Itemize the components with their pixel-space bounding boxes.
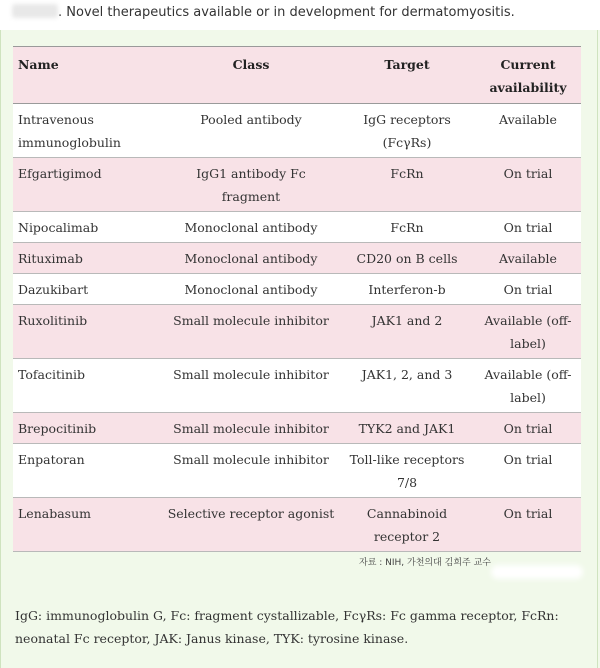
cell-target: FcRn (339, 158, 475, 212)
cell-class: Monoclonal antibody (163, 212, 339, 243)
table-caption (12, 4, 515, 20)
caption-bar (0, 0, 600, 30)
cell-class: Small molecule inhibitor (163, 359, 339, 413)
table-row (13, 104, 581, 158)
cell-name: Dazukibart (13, 274, 163, 305)
table-row (13, 305, 581, 359)
cell-availability: On trial (475, 274, 581, 305)
cell-name: Rituximab (13, 243, 163, 274)
cell-availability: Available (475, 104, 581, 158)
cell-target: CD20 on B cells (339, 243, 475, 274)
table-row (13, 158, 581, 212)
header-target: Target (339, 47, 475, 104)
table-row (13, 212, 581, 243)
cell-availability: On trial (475, 158, 581, 212)
header-name: Name (13, 47, 163, 104)
header-class: Class (163, 47, 339, 104)
footnote: IgG: immunoglobulin G, Fc: fragment cystallizable, FcγRs: Fc gamma receptor, FcRn: neonatal Fc receptor, JAK: Janus kinase, TYK: tyrosine kinase. (15, 608, 559, 646)
cell-availability: Available (off-label) (475, 305, 581, 359)
cell-availability: On trial (475, 212, 581, 243)
cell-name: Nipocalimab (13, 212, 163, 243)
cell-class: Small molecule inhibitor (163, 413, 339, 444)
redacted-stamp (491, 565, 583, 579)
cell-target: JAK1, 2, and 3 (339, 359, 475, 413)
cell-class: IgG1 antibody Fc fragment (163, 158, 339, 212)
table-panel (0, 30, 598, 668)
cell-availability: On trial (475, 498, 581, 552)
cell-target: IgG receptors (FcγRs) (339, 104, 475, 158)
header-availability (475, 47, 581, 104)
cell-availability: On trial (475, 444, 581, 498)
cell-target: FcRn (339, 212, 475, 243)
table-row (13, 498, 581, 552)
header-availability-line1: Current (500, 57, 556, 72)
caption-text: . Novel therapeutics available or in development for dermatomyositis. (58, 5, 515, 20)
table-row (13, 274, 581, 305)
table-row (13, 359, 581, 413)
cell-availability: On trial (475, 413, 581, 444)
cell-class: Monoclonal antibody (163, 243, 339, 274)
cell-class: Selective receptor agonist (163, 498, 339, 552)
table-header-row (13, 47, 581, 104)
cell-name: Lenabasum (13, 498, 163, 552)
table-row (13, 243, 581, 274)
header-availability-line2: availability (489, 80, 567, 95)
cell-name: Intravenous immunoglobulin (13, 104, 163, 158)
cell-target: Cannabinoid receptor 2 (339, 498, 475, 552)
cell-class: Small molecule inhibitor (163, 305, 339, 359)
cell-name: Efgartigimod (13, 158, 163, 212)
cell-target: TYK2 and JAK1 (339, 413, 475, 444)
cell-availability: Available (off-label) (475, 359, 581, 413)
cell-name: Enpatoran (13, 444, 163, 498)
cell-class: Pooled antibody (163, 104, 339, 158)
table-body (13, 104, 581, 552)
cell-name: Brepocitinib (13, 413, 163, 444)
table-row (13, 444, 581, 498)
cell-name: Ruxolitinib (13, 305, 163, 359)
cell-target: JAK1 and 2 (339, 305, 475, 359)
table-row (13, 413, 581, 444)
cell-class: Monoclonal antibody (163, 274, 339, 305)
cell-name: Tofacitinib (13, 359, 163, 413)
source-note: 자료 : NIH, 가천의대 김희주 교수 (359, 558, 491, 568)
cell-target: Toll-like receptors 7/8 (339, 444, 475, 498)
cell-target: Interferon-b (339, 274, 475, 305)
cell-availability: Available (475, 243, 581, 274)
redacted-label (12, 4, 58, 18)
cell-class: Small molecule inhibitor (163, 444, 339, 498)
therapeutics-table (13, 46, 581, 552)
